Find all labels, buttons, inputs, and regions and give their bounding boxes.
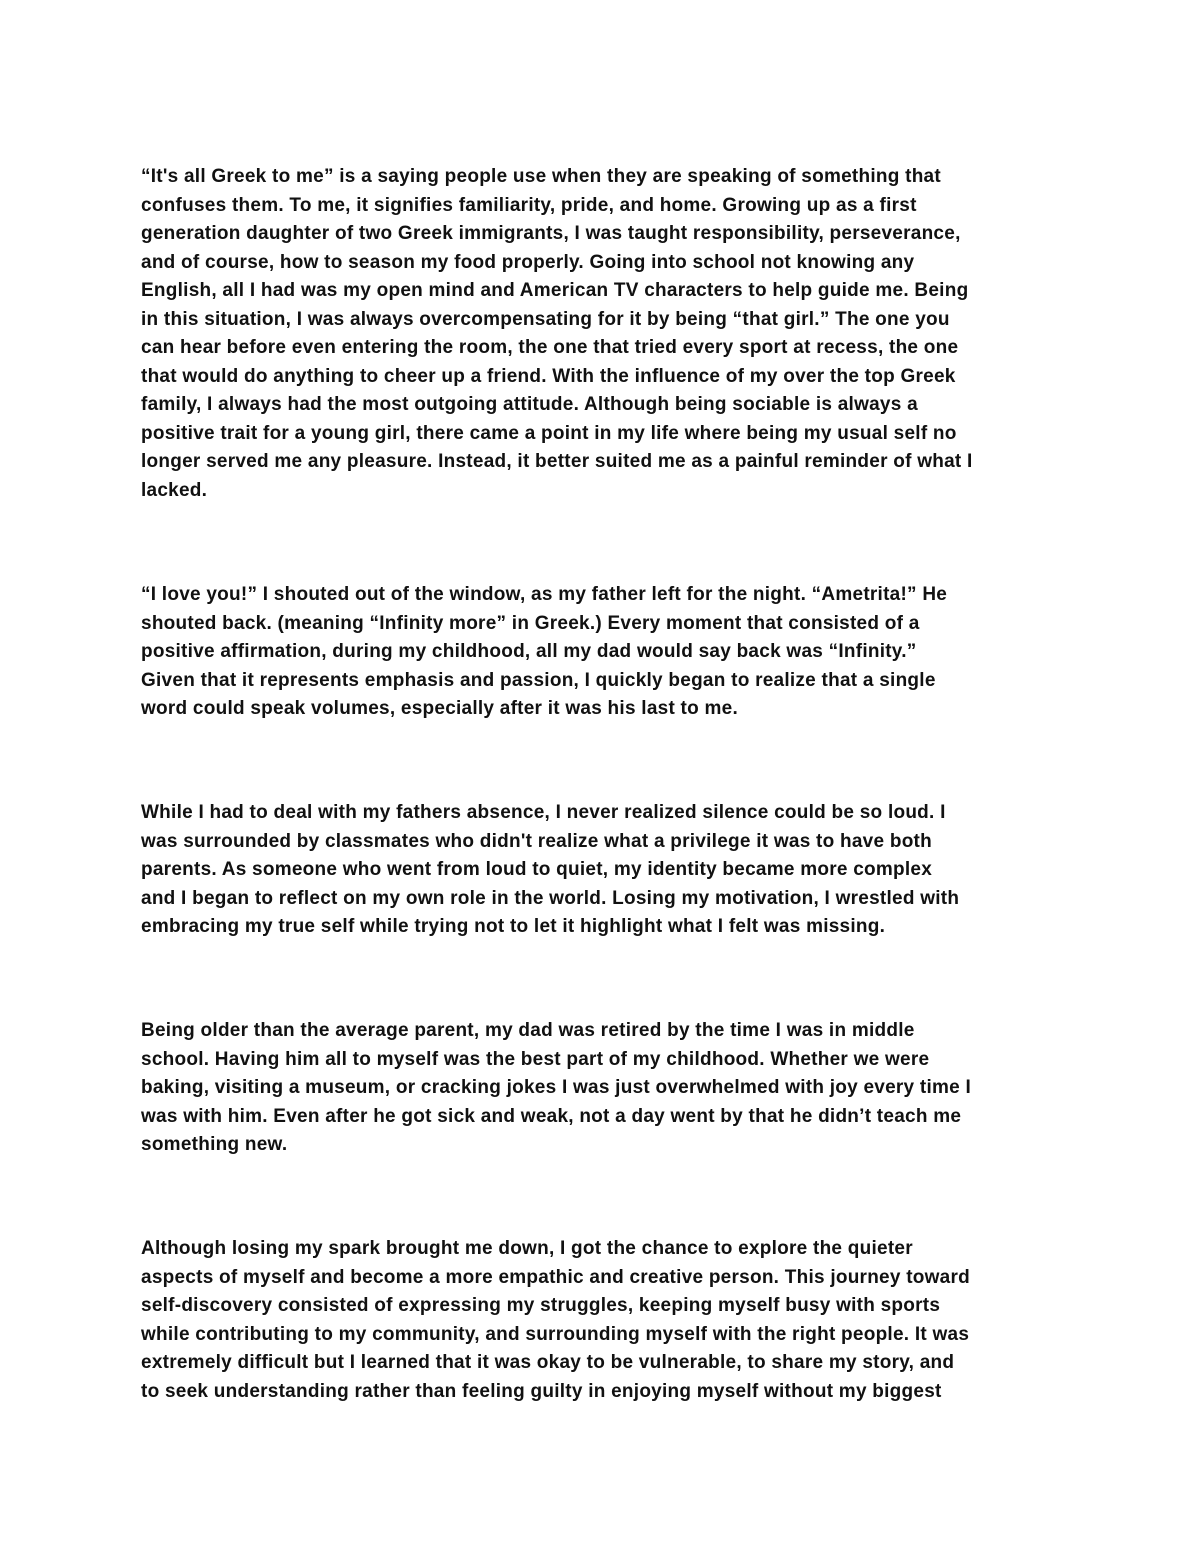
text-line: generation daughter of two Greek immigrants, I was taught responsibility, perseverance, — [141, 223, 961, 244]
text-line: something new. — [141, 1134, 288, 1155]
paragraph-infinity — [141, 581, 1071, 724]
text-line: shouted back. (meaning “Infinity more” in Greek.) Every moment that consisted of a — [141, 612, 920, 634]
text-line: aspects of myself and become a more empathic and creative person. This journey toward — [141, 1266, 971, 1288]
text-line: word could speak volumes, especially after it was his last to me. — [141, 698, 739, 719]
text-line: was with him. Even after he got sick and weak, not a day went by that he didn’t teach me — [141, 1105, 962, 1127]
text-line: was surrounded by classmates who didn't realize what a privilege it was to have both — [141, 830, 932, 852]
text-line: family, I always had the most outgoing attitude. Although being sociable is always a — [141, 394, 918, 415]
paragraph-silence — [141, 799, 1071, 942]
paragraph-self-discovery — [141, 1235, 1071, 1406]
text-line: Although losing my spark brought me down, I got the chance to explore the quieter — [141, 1238, 913, 1259]
text-line: and I began to reflect on my own role in the world. Losing my motivation, I wrestled with — [141, 887, 960, 909]
paragraph-father-memories — [141, 1017, 1071, 1160]
text-line: While I had to deal with my fathers absence, I never realized silence could be so loud. I — [141, 802, 946, 823]
text-line: “It's all Greek to me” is a saying people use when they are speaking of something that — [141, 166, 941, 187]
text-line: extremely difficult but I learned that it was okay to be vulnerable, to share my story, and — [141, 1352, 955, 1373]
text-line: while contributing to my community, and surrounding myself with the right people. It was — [141, 1323, 970, 1345]
text-line: “I love you!” I shouted out of the window, as my father left for the night. “Ametrita!” He — [141, 584, 948, 605]
text-line: self-discovery consisted of expressing my struggles, keeping myself busy with sports — [141, 1295, 941, 1316]
text-line: that would do anything to cheer up a friend. With the influence of my over the top Greek — [141, 365, 956, 387]
text-line: to seek understanding rather than feeling guilty in enjoying myself without my biggest — [141, 1380, 942, 1402]
paragraph-greek-heritage — [141, 163, 1071, 505]
text-line: confuses them. To me, it signifies familiarity, pride, and home. Growing up as a first — [141, 194, 917, 216]
text-line: can hear before even entering the room, the one that tried every sport at recess, the one — [141, 337, 959, 358]
text-line: embracing my true self while trying not to let it highlight what I felt was missing. — [141, 916, 886, 937]
text-line: school. Having him all to myself was the best part of my childhood. Whether we were — [141, 1048, 930, 1070]
text-line: English, all I had was my open mind and American TV characters to help guide me. Being — [141, 280, 969, 301]
text-line: positive trait for a young girl, there came a point in my life where being my usual self no — [141, 422, 957, 444]
text-line: Being older than the average parent, my dad was retired by the time I was in middle — [141, 1020, 915, 1041]
text-line: lacked. — [141, 479, 208, 501]
text-line: Given that it represents emphasis and passion, I quickly began to realize that a single — [141, 669, 936, 691]
text-line: positive affirmation, during my childhood, all my dad would say back was “Infinity.” — [141, 641, 917, 662]
text-line: parents. As someone who went from loud to quiet, my identity became more complex — [141, 859, 933, 880]
text-line: in this situation, I was always overcompensating for it by being “that girl.” The one you — [141, 308, 950, 330]
text-line: longer served me any pleasure. Instead, it better suited me as a painful reminder of what I — [141, 451, 973, 472]
text-line: and of course, how to season my food properly. Going into school not knowing any — [141, 251, 915, 273]
text-line: baking, visiting a museum, or cracking jokes I was just overwhelmed with joy every time I — [141, 1077, 972, 1098]
